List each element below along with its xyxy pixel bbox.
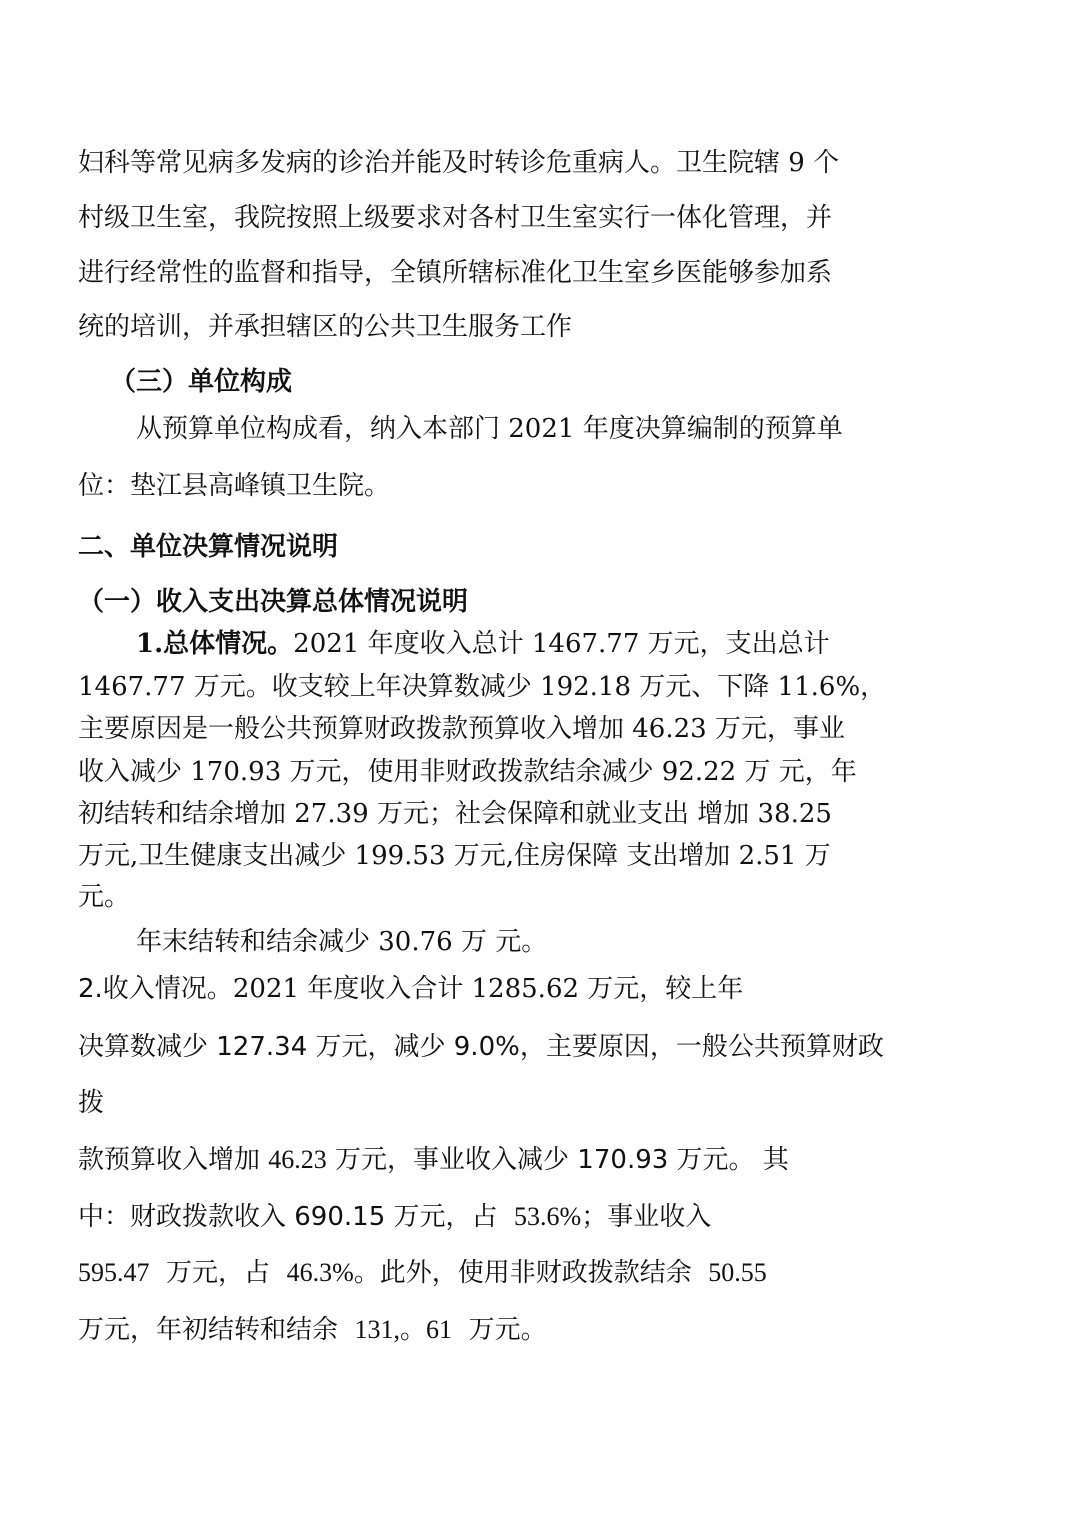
text-line: 收入减少 170.93 万元，使用非财政拨款结余减少 92.22 万 元，年: [78, 757, 857, 787]
text-line: 拨: [78, 1088, 105, 1118]
number-segment: 131,。61: [354, 1315, 453, 1344]
text-line: 元。: [78, 882, 131, 912]
text-line: 统的培训，并承担辖区的公共卫生服务工作: [78, 312, 573, 342]
text-segment: 。此外，使用非财政拨款结余: [353, 1258, 692, 1288]
text-line: 主要原因是一般公共预算财政拨款预算收入增加 46.23 万元，事业: [78, 714, 845, 744]
text-segment: 款预算收入增加: [78, 1145, 261, 1175]
text-line: 村级卫生室，我院按照上级要求对各村卫生室实行一体化管理，并: [78, 203, 833, 233]
text-line: 初结转和结余增加 27.39 万元；社会保障和就业支出 增加 38.25: [78, 799, 832, 829]
text-line: 1467.77 万元。收支较上年决算数减少 192.18 万元、下降 11.6%，: [78, 672, 887, 702]
income-text: 2021 年度收入合计 1285.62 万元，: [232, 974, 666, 1004]
number-segment: 53.6%: [514, 1202, 582, 1231]
number-segment: 50.55: [708, 1258, 767, 1287]
text-line: 决算数减少 127.34 万元，减少 9.0%，主要原因，一般公共预算财政: [78, 1032, 884, 1062]
text-line: [78, 1313, 547, 1347]
text-line: [78, 1200, 711, 1234]
text-line: 万元,卫生健康支出减少 199.53 万元,住房保障 支出增加 2.51 万: [78, 841, 831, 871]
text-segment: 中：财政拨款收入 690.15 万元，占: [78, 1202, 498, 1232]
text-segment: ；事业收入: [581, 1202, 712, 1232]
overall-text: 2021 年度收入总计 1467.77 万元，支出总计: [293, 629, 830, 659]
text-line: 从预算单位构成看，纳入本部门 2021 年度决算编制的预算单: [136, 414, 843, 444]
income-text-tail: 较上年: [665, 974, 744, 1004]
number-segment: 46.23: [268, 1145, 327, 1174]
text-line: 妇科等常见病多发病的诊治并能及时转诊危重病人。卫生院辖 9 个: [78, 148, 840, 178]
text-segment: 万元，年初结转和结余: [78, 1315, 339, 1345]
number-segment: 46.3%: [286, 1258, 354, 1287]
section-heading-3: （三）单位构成: [110, 367, 293, 397]
text-segment: 万元。: [468, 1315, 547, 1345]
subsection-heading-1: （一）收入支出决算总体情况说明: [78, 587, 469, 617]
text-line: [78, 972, 743, 1006]
text-line: [136, 627, 830, 661]
text-segment: 万元，占: [166, 1258, 271, 1288]
text-line: 位：垫江县高峰镇卫生院。: [78, 471, 391, 501]
income-label: 2.收入情况。: [78, 974, 233, 1004]
overall-label: 1.总体情况。: [136, 629, 294, 659]
number-segment: 595.47: [78, 1258, 150, 1287]
text-segment: 万元，事业收入减少 170.93 万元。 其: [335, 1145, 789, 1175]
text-line: 进行经常性的监督和指导，全镇所辖标准化卫生室乡医能够参加系: [78, 258, 833, 288]
section-heading-2: 二、单位决算情况说明: [78, 532, 339, 562]
text-line: [78, 1143, 789, 1177]
text-line: [78, 1256, 767, 1290]
text-line: 年末结转和结余减少 30.76 万 元。: [136, 927, 548, 957]
